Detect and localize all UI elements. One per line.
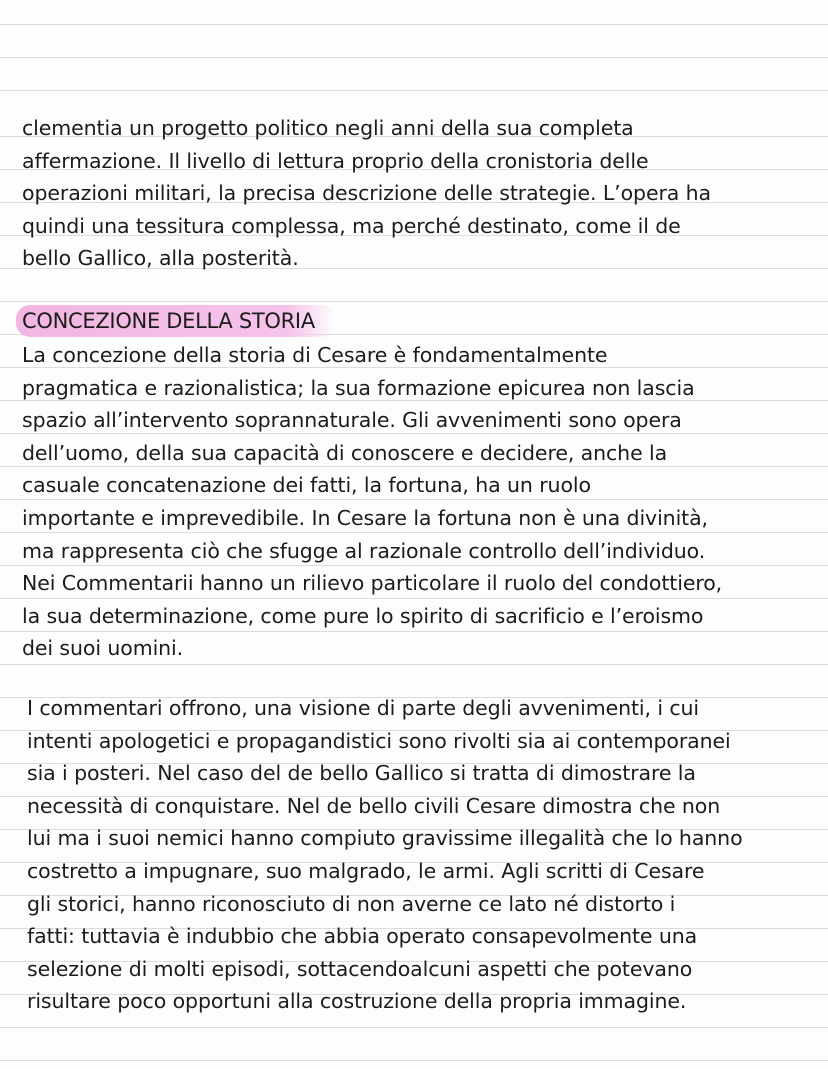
text-line: pragmatica e razionalistica; la sua formazione epicurea non lascia	[22, 375, 695, 400]
text-line: operazioni militari, la precisa descrizione delle strategie. L’opera ha	[22, 181, 712, 206]
text-line: ma rappresenta ciò che sfugge al razionale controllo dell’individuo.	[22, 538, 706, 563]
text-line: risultare poco opportuni alla costruzione della propria immagine.	[27, 989, 687, 1014]
text-line: lui ma i suoi nemici hanno compiuto gravissime illegalità che lo hanno	[27, 826, 743, 851]
text-line: clementia un progetto politico negli anni della sua completa	[22, 116, 634, 140]
text-line: costretto a impugnare, suo malgrado, le armi. Agli scritti di Cesare	[27, 858, 705, 883]
text-line: intenti apologetici e propagandistici sono rivolti sia ai contemporanei	[27, 728, 731, 753]
text-line: spazio all’intervento soprannaturale. Gli avvenimenti sono opera	[22, 408, 682, 433]
text-line: gli storici, hanno riconosciuto di non averne ce lato né distorto i	[27, 891, 676, 916]
text-line: casuale concatenazione dei fatti, la fortuna, ha un ruolo	[22, 473, 591, 498]
paragraph-posterity	[22, 112, 812, 275]
section-heading: CONCEZIONE DELLA STORIA	[16, 305, 335, 337]
paragraph-concezione	[22, 339, 812, 665]
text-line: sia i posteri. Nel caso del de bello Gallico si tratta di dimostrare la	[27, 761, 696, 786]
text-line: importante e imprevedibile. In Cesare la fortuna non è una divinità,	[22, 505, 708, 530]
paragraph-commentari	[27, 692, 817, 1018]
text-line: bello Gallico, alla posterità.	[22, 246, 299, 271]
text-line: fatti: tuttavia è indubbio che abbia operato consapevolmente una	[27, 924, 698, 949]
text-line: selezione di molti episodi, sottacendoalcuni aspetti che potevano	[27, 956, 693, 981]
text-line: la sua determinazione, come pure lo spirito di sacrificio e l’eroismo	[22, 603, 704, 628]
text-line: La concezione della storia di Cesare è fondamentalmente	[22, 343, 608, 367]
text-line: necessità di conquistare. Nel de bello civili Cesare dimostra che non	[27, 793, 721, 818]
text-line: quindi una tessitura complessa, ma perché destinato, come il de	[22, 213, 681, 238]
text-line: affermazione. Il livello di lettura proprio della cronistoria delle	[22, 148, 649, 173]
text-line: dell’uomo, della sua capacità di conoscere e decidere, anche la	[22, 440, 668, 465]
text-line: Nei Commentarii hanno un rilievo particolare il ruolo del condottiero,	[22, 571, 723, 596]
text-line: dei suoi uomini.	[22, 636, 184, 661]
text-line: I commentari offrono, una visione di parte degli avvenimenti, i cui	[27, 696, 700, 720]
